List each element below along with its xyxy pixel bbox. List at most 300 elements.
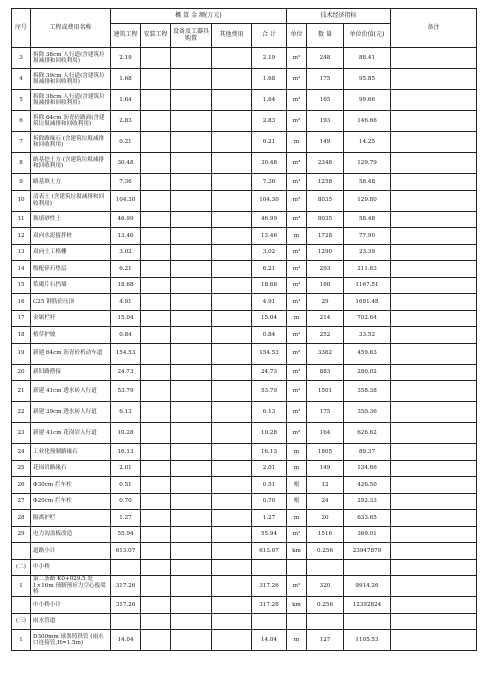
cell-seq: 10: [12, 190, 31, 211]
cell-unit: m²: [287, 69, 307, 90]
cell-empty: [391, 613, 477, 630]
cell-unit: m: [287, 444, 307, 461]
cell-name: 双向土工格栅: [31, 244, 111, 261]
cell-installation: [141, 69, 171, 90]
cell-equipment: [171, 153, 212, 174]
cell-empty: [252, 613, 287, 630]
cell-quantity: 883: [307, 364, 344, 381]
cell-equipment: [171, 597, 212, 614]
table-row: [12, 343, 477, 364]
cell-other: [212, 576, 252, 597]
cell-total: 10.28: [252, 423, 287, 444]
cell-equipment: [171, 493, 212, 510]
cell-name: 隔离护栏: [31, 510, 111, 527]
cell-empty: [287, 559, 307, 576]
table-row: [12, 228, 477, 245]
cell-seq: 12: [12, 228, 31, 245]
cell-seq: 18: [12, 327, 31, 344]
cell-unit: m³: [287, 190, 307, 211]
cell-total: 24.73: [252, 364, 287, 381]
cell-name: 路基挖土方 (含建筑垃圾减排和回收利用): [31, 153, 111, 174]
cell-construction: 2.19: [111, 48, 141, 69]
cell-installation: [141, 153, 171, 174]
cell-construction: 2.01: [111, 460, 141, 477]
cell-installation: [141, 543, 171, 560]
cell-name: 新建 41cm 花岗岩人行道: [31, 423, 111, 444]
cell-seq: 23: [12, 423, 31, 444]
cell-equipment: [171, 343, 212, 364]
cell-unit-price: 12392824: [344, 597, 391, 614]
cell-construction: 1.64: [111, 90, 141, 111]
cell-unit-price: 58.48: [344, 211, 391, 228]
cell-empty: [307, 559, 344, 576]
cell-total: 15.04: [252, 310, 287, 327]
cell-total: 3.02: [252, 244, 287, 261]
cell-other: [212, 277, 252, 294]
cell-other: [212, 477, 252, 494]
cell-name: 植草护坡: [31, 327, 111, 344]
cell-name: 拆除 38cm 人行道(含建筑垃圾减排和回收利用): [31, 90, 111, 111]
table-header: [12, 9, 477, 48]
cell-seq: 22: [12, 402, 31, 423]
cell-name: 新建 39cm 透水砖人行道: [31, 402, 111, 423]
cell-unit: m: [287, 132, 307, 153]
table-row: [12, 576, 477, 597]
cell-unit: 根: [287, 477, 307, 494]
cell-other: [212, 132, 252, 153]
cell-other: [212, 526, 252, 543]
table-row: [12, 444, 477, 461]
cell-remarks: [391, 423, 477, 444]
cell-other: [212, 261, 252, 278]
cell-remarks: [391, 69, 477, 90]
cell-remarks: [391, 111, 477, 132]
cell-unit-price: 211.83: [344, 261, 391, 278]
cell-unit-price: 89.37: [344, 444, 391, 461]
cell-seq: 1: [12, 630, 31, 651]
cell-other: [212, 111, 252, 132]
cell-equipment: [171, 310, 212, 327]
cell-other: [212, 510, 252, 527]
cell-equipment: [171, 261, 212, 278]
cell-total: 55.94: [252, 526, 287, 543]
cell-empty: [212, 613, 252, 630]
cell-unit-price: 99.66: [344, 90, 391, 111]
cell-equipment: [171, 460, 212, 477]
cell-equipment: [171, 364, 212, 381]
cell-total: 2.01: [252, 460, 287, 477]
cell-equipment: [171, 228, 212, 245]
cell-quantity: 0.256: [307, 597, 344, 614]
cell-remarks: [391, 190, 477, 211]
cell-unit: m³: [287, 211, 307, 228]
cell-quantity: 175: [307, 402, 344, 423]
cell-remarks: [391, 543, 477, 560]
cell-name: 浆砌片石挡墙: [31, 277, 111, 294]
cell-unit-price: 280.02: [344, 364, 391, 381]
cell-name: 清表土 (含建筑垃圾减排和回收利用): [31, 190, 111, 211]
cell-installation: [141, 460, 171, 477]
cell-equipment: [171, 90, 212, 111]
header-construction: 建筑工程: [111, 24, 141, 48]
cell-total: 46.99: [252, 211, 287, 228]
cell-total: 317.26: [252, 576, 287, 597]
cell-other: [212, 244, 252, 261]
cell-remarks: [391, 294, 477, 311]
cell-name: 电力沟盖板改造: [31, 526, 111, 543]
section-row: [12, 559, 477, 576]
cell-remarks: [391, 277, 477, 294]
cell-other: [212, 153, 252, 174]
cell-total: 1.27: [252, 510, 287, 527]
cell-unit-price: 292.33: [344, 493, 391, 510]
cell-construction: 6.13: [111, 402, 141, 423]
cost-estimate-sheet: [11, 8, 476, 651]
cell-remarks: [391, 444, 477, 461]
cell-quantity: 127: [307, 630, 344, 651]
cell-quantity: 3362: [307, 343, 344, 364]
cell-total: 53.79: [252, 381, 287, 402]
cell-unit: m³: [287, 174, 307, 191]
cell-installation: [141, 132, 171, 153]
header-tech-group: 技术经济指标: [287, 9, 391, 24]
cell-remarks: [391, 493, 477, 510]
cell-seq: 27: [12, 493, 31, 510]
cell-other: [212, 343, 252, 364]
cell-unit-price: 129.79: [344, 153, 391, 174]
cell-unit: m³: [287, 153, 307, 174]
cell-unit-price: 88.41: [344, 48, 391, 69]
header-unit: 单位: [287, 24, 307, 48]
cell-unit: m³: [287, 261, 307, 278]
cell-installation: [141, 111, 171, 132]
cell-quantity: 320: [307, 576, 344, 597]
cell-unit: m²: [287, 90, 307, 111]
cell-total: 0.21: [252, 132, 287, 153]
table-row: [12, 277, 477, 294]
cell-seq: 5: [12, 90, 31, 111]
cell-unit: m²: [287, 381, 307, 402]
cell-quantity: 1258: [307, 174, 344, 191]
cell-unit-price: 1105.53: [344, 630, 391, 651]
header-remarks: 备注: [391, 9, 477, 48]
cell-construction: 3.02: [111, 244, 141, 261]
cell-seq: 7: [12, 132, 31, 153]
header-seq: 序号: [12, 9, 31, 48]
cell-installation: [141, 261, 171, 278]
cell-unit-price: 95.85: [344, 69, 391, 90]
cell-quantity: 2348: [307, 153, 344, 174]
cell-unit: m²: [287, 343, 307, 364]
cell-equipment: [171, 402, 212, 423]
cell-equipment: [171, 630, 212, 651]
cell-name: 中小桥小计: [31, 597, 111, 614]
cell-equipment: [171, 244, 212, 261]
cell-installation: [141, 423, 171, 444]
cell-total: 13.46: [252, 228, 287, 245]
cell-remarks: [391, 630, 477, 651]
cell-quantity: 214: [307, 310, 344, 327]
cell-equipment: [171, 444, 212, 461]
cell-seq: 14: [12, 261, 31, 278]
cell-unit-price: 459.63: [344, 343, 391, 364]
cell-name: 路基填土方: [31, 174, 111, 191]
cell-total: 4.91: [252, 294, 287, 311]
cell-name: 双向水泥搅拌桩: [31, 228, 111, 245]
cell-name: 新建 64cm 沥青砼机动车道: [31, 343, 111, 364]
cell-seq: 29: [12, 526, 31, 543]
cell-seq: 25: [12, 460, 31, 477]
table-row: [12, 381, 477, 402]
cell-unit: m²: [287, 423, 307, 444]
header-quantity: 数 量: [307, 24, 344, 48]
table-row: [12, 510, 477, 527]
cell-installation: [141, 174, 171, 191]
cell-installation: [141, 597, 171, 614]
section-title: 中小桥: [31, 559, 111, 576]
cell-unit: km: [287, 543, 307, 560]
cell-total: 154.53: [252, 343, 287, 364]
cell-quantity: 193: [307, 111, 344, 132]
cell-unit-price: 14.25: [344, 132, 391, 153]
table-row: [12, 174, 477, 191]
cell-installation: [141, 493, 171, 510]
cell-seq: 28: [12, 510, 31, 527]
cell-equipment: [171, 132, 212, 153]
cell-equipment: [171, 211, 212, 228]
cell-installation: [141, 294, 171, 311]
cell-total: 0.84: [252, 327, 287, 344]
cell-construction: 24.73: [111, 364, 141, 381]
cell-empty: [391, 559, 477, 576]
cell-unit-price: 129.80: [344, 190, 391, 211]
cell-remarks: [391, 174, 477, 191]
cell-quantity: 1805: [307, 444, 344, 461]
table-row: [12, 423, 477, 444]
cell-unit-price: 58.48: [344, 174, 391, 191]
cell-installation: [141, 211, 171, 228]
table-row: [12, 190, 477, 211]
cell-empty: [111, 613, 141, 630]
cell-quantity: 24: [307, 493, 344, 510]
cell-name: 工业化预制路缘石: [31, 444, 111, 461]
cell-other: [212, 294, 252, 311]
cell-remarks: [391, 228, 477, 245]
cell-construction: 1.27: [111, 510, 141, 527]
cell-name: 道路小计: [31, 543, 111, 560]
cell-construction: 1.68: [111, 69, 141, 90]
cell-equipment: [171, 190, 212, 211]
cell-equipment: [171, 48, 212, 69]
cell-name: 拆除 36cm 人行道(含建筑垃圾减排和回收利用): [31, 48, 111, 69]
subtotal-row: [12, 543, 477, 560]
cell-installation: [141, 343, 171, 364]
cell-empty: [171, 613, 212, 630]
cell-remarks: [391, 526, 477, 543]
cell-equipment: [171, 576, 212, 597]
table-row: [12, 69, 477, 90]
cell-construction: 55.94: [111, 526, 141, 543]
table-row: [12, 153, 477, 174]
header-other: 其他费用: [212, 24, 252, 48]
cell-unit: m: [287, 460, 307, 477]
cell-empty: [307, 613, 344, 630]
cell-other: [212, 90, 252, 111]
cell-other: [212, 310, 252, 327]
cell-unit: m²: [287, 402, 307, 423]
cell-name: D300mm 球墨铸铁管 (雨水口连接管,H=1.5m): [31, 630, 111, 651]
cell-construction: 10.28: [111, 423, 141, 444]
cell-total: 2.19: [252, 48, 287, 69]
cell-construction: 16.13: [111, 444, 141, 461]
cell-quantity: 1290: [307, 244, 344, 261]
table-row: [12, 48, 477, 69]
cell-unit-price: 134.66: [344, 460, 391, 477]
cell-empty: [344, 559, 391, 576]
cell-unit: m: [287, 310, 307, 327]
cell-total: 1.68: [252, 69, 287, 90]
cell-empty: [252, 559, 287, 576]
cell-construction: 0.84: [111, 327, 141, 344]
cell-unit: m²: [287, 244, 307, 261]
cell-unit: m: [287, 228, 307, 245]
cell-equipment: [171, 543, 212, 560]
cell-remarks: [391, 261, 477, 278]
cell-seq: [12, 597, 31, 614]
cell-installation: [141, 310, 171, 327]
cell-quantity: 149: [307, 132, 344, 153]
cell-construction: 317.26: [111, 597, 141, 614]
cell-seq: 9: [12, 174, 31, 191]
cell-total: 2.83: [252, 111, 287, 132]
cell-installation: [141, 48, 171, 69]
table-row: [12, 402, 477, 423]
cell-remarks: [391, 244, 477, 261]
cell-seq: 1: [12, 576, 31, 597]
cell-total: 104.30: [252, 190, 287, 211]
cell-unit: m²: [287, 48, 307, 69]
cell-seq: (二): [12, 559, 31, 576]
cell-quantity: 29: [307, 294, 344, 311]
cell-remarks: [391, 310, 477, 327]
cell-construction: 154.53: [111, 343, 141, 364]
cell-installation: [141, 244, 171, 261]
cell-equipment: [171, 477, 212, 494]
cell-other: [212, 402, 252, 423]
table-body: [12, 48, 477, 651]
cell-unit-price: 1167.51: [344, 277, 391, 294]
cell-unit-price: 369.01: [344, 526, 391, 543]
cell-installation: [141, 327, 171, 344]
cell-quantity: 8035: [307, 211, 344, 228]
cell-remarks: [391, 364, 477, 381]
cell-unit-price: 33.52: [344, 327, 391, 344]
cell-remarks: [391, 510, 477, 527]
table-row: [12, 310, 477, 327]
cell-remarks: [391, 90, 477, 111]
cell-other: [212, 190, 252, 211]
cell-unit-price: 146.66: [344, 111, 391, 132]
cell-other: [212, 630, 252, 651]
cell-unit: m²: [287, 111, 307, 132]
cell-installation: [141, 526, 171, 543]
cell-equipment: [171, 69, 212, 90]
table-row: [12, 211, 477, 228]
header-unit-price: 单位价值(元): [344, 24, 391, 48]
cell-other: [212, 381, 252, 402]
cell-seq: (三): [12, 613, 31, 630]
cell-other: [212, 211, 252, 228]
cell-construction: 14.04: [111, 630, 141, 651]
cell-seq: 3: [12, 48, 31, 69]
cell-quantity: 8035: [307, 190, 344, 211]
cell-construction: 18.68: [111, 277, 141, 294]
cell-name: 第二条路 K0+029.5 处 1×16m 预制预应力空心板梁桥: [31, 576, 111, 597]
cell-empty: [287, 613, 307, 630]
cell-installation: [141, 190, 171, 211]
cell-installation: [141, 364, 171, 381]
cell-unit-price: 350.36: [344, 402, 391, 423]
cell-quantity: 1728: [307, 228, 344, 245]
cell-name: Φ20cm 拦车柱: [31, 493, 111, 510]
cell-total: 1.64: [252, 90, 287, 111]
cell-name: Φ30cm 拦车柱: [31, 477, 111, 494]
table-row: [12, 477, 477, 494]
cell-name: 金属栏杆: [31, 310, 111, 327]
cell-unit: km: [287, 597, 307, 614]
cell-seq: 19: [12, 343, 31, 364]
cell-unit-price: 23.39: [344, 244, 391, 261]
header-estimate-group: 概 算 金 额(万元): [111, 9, 287, 24]
cell-installation: [141, 402, 171, 423]
cell-seq: 13: [12, 244, 31, 261]
cell-unit: m³: [287, 277, 307, 294]
cell-other: [212, 460, 252, 477]
cell-name: 花岗岩路缘石: [31, 460, 111, 477]
cell-remarks: [391, 211, 477, 228]
table-row: [12, 132, 477, 153]
table-row: [12, 526, 477, 543]
cell-remarks: [391, 48, 477, 69]
cell-construction: 0.70: [111, 493, 141, 510]
cell-unit-price: 426.50: [344, 477, 391, 494]
cell-remarks: [391, 597, 477, 614]
cell-total: 14.04: [252, 630, 287, 651]
table-row: [12, 364, 477, 381]
cell-construction: 104.30: [111, 190, 141, 211]
cell-seq: 15: [12, 277, 31, 294]
cell-seq: 16: [12, 294, 31, 311]
cell-total: 6.13: [252, 402, 287, 423]
cell-construction: 4.91: [111, 294, 141, 311]
cell-unit: m²: [287, 576, 307, 597]
cell-quantity: 164: [307, 423, 344, 444]
cell-name: C25 钢筋砼压顶: [31, 294, 111, 311]
cell-equipment: [171, 174, 212, 191]
cell-construction: 13.46: [111, 228, 141, 245]
cell-seq: 21: [12, 381, 31, 402]
cell-name: 新建 41cm 透水砖人行道: [31, 381, 111, 402]
table-row: [12, 111, 477, 132]
cell-total: 16.13: [252, 444, 287, 461]
cell-quantity: 1501: [307, 381, 344, 402]
cell-name: 拆除 39cm 人行道(含建筑垃圾减排和回收利用): [31, 69, 111, 90]
table-row: [12, 630, 477, 651]
cell-construction: 15.04: [111, 310, 141, 327]
cell-unit-price: 358.38: [344, 381, 391, 402]
cell-equipment: [171, 111, 212, 132]
cell-name: 级配碎石垫层: [31, 261, 111, 278]
